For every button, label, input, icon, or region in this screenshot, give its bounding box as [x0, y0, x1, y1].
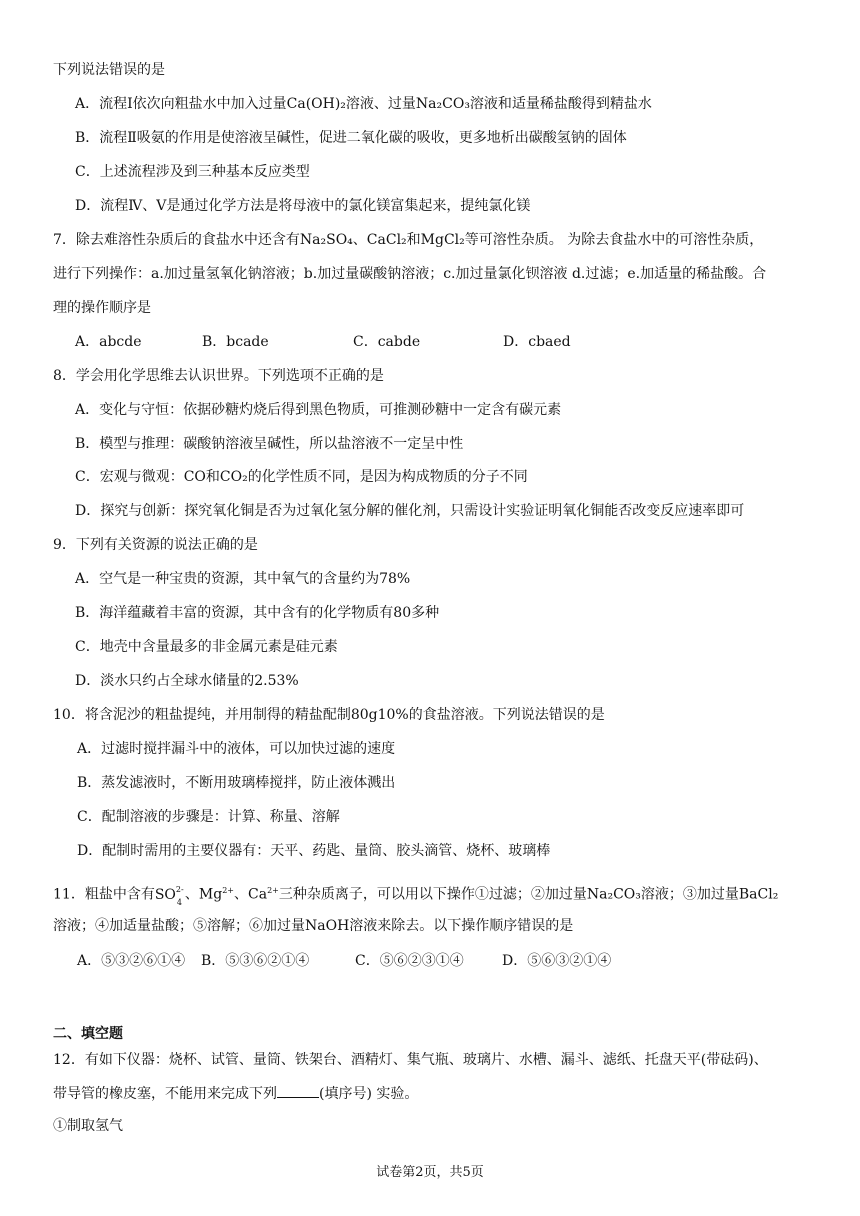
q11-option-b: B．⑤③⑥②①④ [201, 953, 310, 969]
q8-option-c: C．宏观与微观：CO和CO₂的化学性质不同，是因为构成物质的分子不同 [75, 469, 528, 485]
q8-stem: 8．学会用化学思维去认识世界。下列选项不正确的是 [53, 368, 384, 384]
answer-blank[interactable] [277, 1083, 319, 1098]
q7-stem-line3: 理的操作顺序是 [53, 300, 151, 316]
q7-stem-line1: 7．除去难溶性杂质后的食盐水中还含有Na₂SO₄、CaCl₂和MgCl₂等可溶性杂质。 为除去食盐水中的可溶性杂质， [53, 232, 764, 248]
q7-option-b: B．bcade [202, 334, 269, 350]
q12-line2-post: (填序号) 实验。 [319, 1086, 419, 1102]
q9-stem: 9．下列有关资源的说法正确的是 [53, 537, 258, 553]
q6-option-a: A．流程Ⅰ依次向粗盐水中加入过量Ca(OH)₂溶液、过量Na₂CO₃溶液和适量稀盐酸得到精盐水 [75, 96, 652, 112]
q6-prompt: 下列说法错误的是 [53, 62, 165, 78]
q7-option-c: C．cabde [353, 334, 421, 350]
q6-option-c: C．上述流程涉及到三种基本反应类型 [75, 164, 310, 180]
q12-stem-line1: 12．有如下仪器：烧杯、试管、量筒、铁架台、酒精灯、集气瓶、玻璃片、水槽、漏斗、滤纸、托盘天平(带砝码)、 [53, 1052, 768, 1068]
q8-option-a: A．变化与守恒：依据砂糖灼烧后得到黑色物质，可推测砂糖中一定含有碳元素 [75, 402, 562, 418]
q11-sep2: 、Ca [234, 886, 268, 903]
q6-option-d: D．流程Ⅳ、Ⅴ是通过化学方法是将母液中的氯化镁富集起来，提纯氯化镁 [75, 198, 531, 214]
ca-ion-charge: 2+ [267, 886, 279, 895]
q12-line2-pre: 带导管的橡皮塞，不能用来完成下列 [53, 1086, 277, 1102]
q11-stem-line1 [53, 881, 778, 905]
q11-option-c: C．⑤⑥②③①④ [355, 953, 464, 969]
q10-stem: 10．将含泥沙的粗盐提纯，并用制得的精盐配制80g10%的食盐溶液。下列说法错误的是 [53, 707, 605, 723]
q8-option-d: D．探究与创新：探究氧化铜是否为过氧化氢分解的催化剂，只需设计实验证明氧化铜能否改变反应速率即可 [75, 503, 745, 519]
q6-option-b: B．流程Ⅱ吸氨的作用是使溶液呈碱性，促进二氧化碳的吸收，更多地析出碳酸氢钠的固体 [75, 130, 627, 146]
q11-sep1: 、Mg [184, 886, 223, 903]
q11-suffix: 三种杂质离子，可以用以下操作①过滤；②加过量Na₂CO₃溶液；③加过量BaCl₂ [278, 886, 779, 903]
q11-option-d: D．⑤⑥③②①④ [502, 953, 612, 969]
q9-option-b: B．海洋蕴藏着丰富的资源，其中含有的化学物质有80多种 [75, 605, 440, 621]
q10-option-d: D．配制时需用的主要仪器有：天平、药匙、量筒、胶头滴管、烧杯、玻璃棒 [77, 843, 551, 859]
q12-item-1: ①制取氢气 [53, 1118, 123, 1134]
q9-option-d: D．淡水只约占全球水储量的2.53% [75, 673, 299, 689]
q9-option-c: C．地壳中含量最多的非金属元素是硅元素 [75, 639, 338, 655]
mg-ion-charge: 2+ [222, 886, 234, 895]
q7-stem-line2: 进行下列操作：a.加过量氢氧化钠溶液；b.加过量碳酸钠溶液；c.加过量氯化钡溶液 d.过滤；e.加适量的稀盐酸。合 [53, 266, 767, 282]
q12-stem-line2 [53, 1083, 418, 1104]
q10-option-c: C．配制溶液的步骤是：计算、称量、溶解 [77, 809, 340, 825]
q9-option-a: A．空气是一种宝贵的资源，其中氧气的含量约为78% [75, 571, 411, 587]
q11-prefix: 11．粗盐中含有 [53, 886, 155, 903]
q7-option-a: A．abcde [75, 334, 142, 350]
section-heading-fill-blank: 二、填空题 [53, 1026, 123, 1042]
q8-option-b: B．模型与推理：碳酸钠溶液呈碱性，所以盐溶液不一定呈中性 [75, 436, 464, 452]
sulfate-ion: SO 2- 4 [154, 884, 184, 907]
q7-option-d: D．cbaed [503, 334, 571, 350]
q10-option-b: B．蒸发滤液时，不断用玻璃棒搅拌，防止液体溅出 [77, 775, 396, 791]
q11-option-a: A．⑤③②⑥①④ [77, 953, 186, 969]
page-footer: 试卷第2页，共5页 [376, 1165, 484, 1180]
q11-stem-line2: 溶液；④加适量盐酸；⑤溶解；⑥加过量NaOH溶液来除去。以下操作顺序错误的是 [53, 918, 574, 934]
q10-option-a: A．过滤时搅拌漏斗中的液体，可以加快过滤的速度 [77, 741, 396, 757]
